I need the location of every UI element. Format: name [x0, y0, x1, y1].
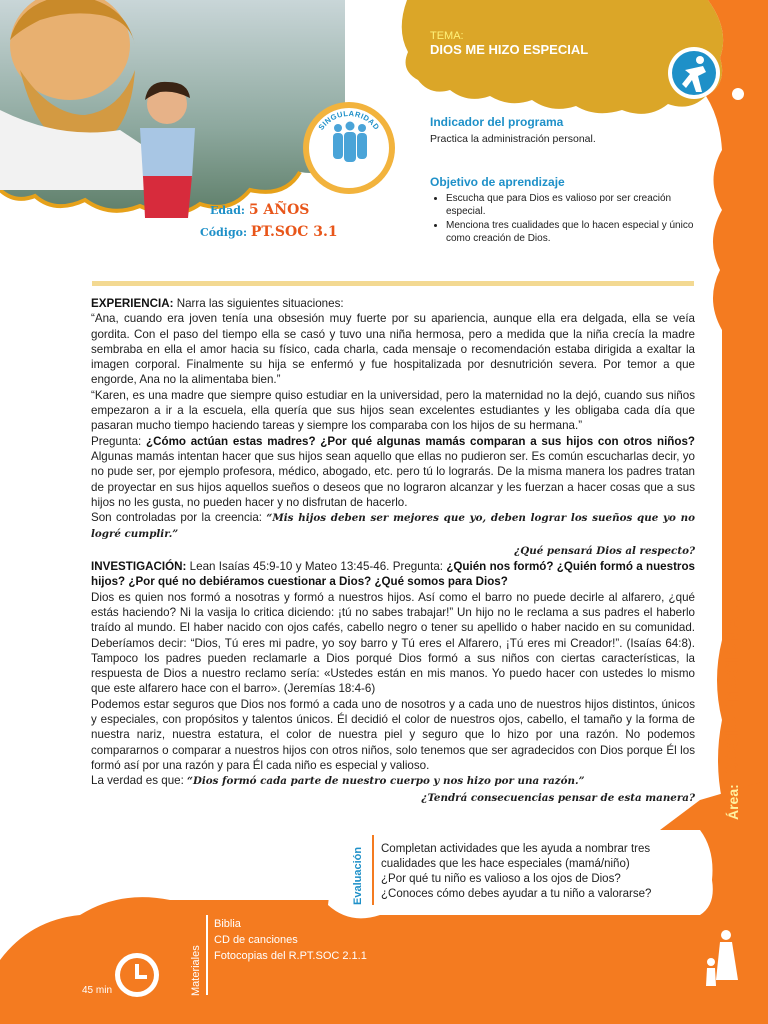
evaluation-text — [381, 842, 681, 902]
area-label: Área: — [725, 784, 741, 820]
duration-text: 45 min — [82, 985, 113, 996]
evaluation-line: ¿Conoces cómo debes ayudar a tu niño a valorarse? — [381, 888, 652, 900]
final-question-text: ¿Tendrá consecuencias pensar de esta manera? — [421, 791, 695, 804]
singularity-badge — [303, 102, 395, 194]
tema-label: TEMA: — [430, 30, 464, 42]
investigation-text: Lean Isaías 45:9-10 y Mateo 13:45-46. Pregunta: — [186, 560, 447, 574]
belief-quote: “Mis hijos deben ser mejores que yo, deben lograr los sueños que yo no logré cumplir.” — [91, 512, 695, 541]
child-illustration — [140, 82, 195, 218]
investigation-questions: ¿Quién nos formó? ¿Quién formó a nuestros hijos? ¿Por qué no debiéramos cuestionar a Dios? ¿Qué somos para Dios? — [91, 560, 695, 589]
evaluation-label: Evaluación — [352, 846, 364, 905]
question-answer: Algunas mamás intentan hacer que sus hijos sean aquello que ellas no pudieron ser. Es común escucharlas decir, yo no pude ser, por ejemplo profesora, médico, abogado, etc. pero tú lo lograrás. De la misma manera los padres tratan de proyectar en sus hijos aquellos sueños o deseos que no lograron alcanzar y les fuerzan a hacer cosas que a sus hijos no les gusta, no pueden hacer y no disfrutan de hacerlo. — [91, 449, 695, 509]
area-value: SOCIOEMOCIONAL — [722, 606, 742, 775]
evaluation-divider — [372, 835, 374, 905]
investigation-label: INVESTIGACIÓN: — [91, 560, 187, 574]
code-label: Código: — [200, 226, 248, 239]
story-karen: “Karen, es una madre que siempre quiso estudiar en la universidad, pero la maternidad no la dejó, cuando sus niños empezaron a ir a la escuela, ella quería que sus hijos sean excelentes estudiantes y les obligaba cada día que pasaran mucho tiempo haciendo tareas y siempre los comparaba con los hijos de su hermana.” — [91, 388, 695, 433]
separator-line — [92, 281, 694, 286]
belief-line — [91, 510, 695, 543]
materials-divider — [206, 915, 208, 995]
experience-intro-text: Narra las siguientes situaciones: — [173, 297, 344, 310]
objective-heading: Objetivo de aprendizaje — [430, 175, 565, 189]
page-title: DIOS ME HIZO ESPECIAL — [430, 42, 589, 57]
evaluation-line: Completan actividades que les ayuda a nombrar tres cualidades que les hace especiales (mamá/niño) — [381, 843, 651, 870]
badge-text: SINGULARIDAD — [316, 108, 382, 132]
god-question-text: ¿Qué pensará Dios al respecto? — [514, 544, 695, 557]
material-item: Fotocopias del R.PT.SOC 2.1.1 — [214, 950, 367, 962]
lesson-body — [91, 296, 695, 806]
objective-item: • Menciona tres cualidades que lo hacen especial y único como creación de Dios. — [446, 219, 696, 245]
indicator-text: Practica la administración personal. — [430, 133, 596, 145]
age-label: Edad: — [210, 204, 245, 217]
truth-label: La verdad es que: — [91, 774, 188, 788]
code-row — [200, 224, 338, 240]
material-item: CD de canciones — [214, 934, 298, 946]
belief-label: Son controladas por la creencia: — [91, 511, 267, 525]
story-ana: “Ana, cuando era joven tenía una obsesión muy fuerte por su apariencia, aunque ella era delgada, ella se veía gordita. Con el paso del tiempo ella se casó y tuvo una niña hermosa, pero a medida que la niña crecía la madre sembraba en ella el amor hacia su físico, cada charla, cada mensaje o recomendación estaba dirigida a exaltar la imagen corporal. Finalmente su hija se enfermó y fue hospitalizada por desnutrición severa. Por temor a que engorde, Ana no la alimentaba bien.” — [91, 312, 695, 387]
materials-label: Materiales — [190, 945, 202, 996]
age-row — [210, 202, 309, 218]
truth-quote: “Dios formó cada parte de nuestro cuerpo y nos hizo por una razón.” — [187, 775, 585, 788]
evaluation-line: ¿Por qué tu niño es valioso a los ojos de Dios? — [381, 873, 621, 885]
question-label: Pregunta: — [91, 434, 147, 448]
question-text: ¿Cómo actúan estas madres? ¿Por qué algunas mamás comparan a sus hijos con otros niños? — [146, 434, 695, 448]
paragraph-potter: Dios es quien nos formó a nosotras y formó a nuestros hijos. Así como el barro no puede decirle al alfarero, ¿qué estás haciendo? Ni la vasija lo critica diciendo: ¡tú no sabes trabajar!” Un hijo no le reclama a sus padres el haberlo traído al mundo. El haber nacido con ojos cafés, cabello negro o tener su apellido o haber nacido en su comunidad. Deberíamos decir: “Dios, Tú eres mi padre, yo soy barro y Tú eres el Alfarero, ¡Tú eres mi Creador!”. (Isaías 64:8). Tampoco los padres pueden reclamarle a Dios porqué Dios formó a sus niños con ciertas características, la respuesta de Dios a nuestro reclamo sería: «Ustedes están en mis manos. Yo puedo hacer con ustedes lo mismo que este alfarero hace con el barro». (Jeremías 18:4-6) — [91, 590, 695, 696]
final-question — [91, 790, 695, 806]
material-item: Biblia — [214, 918, 241, 930]
question-paragraph — [91, 434, 695, 510]
investigation-intro — [91, 559, 695, 590]
materials-list — [214, 916, 367, 964]
paragraph-unique: Podemos estar seguros que Dios nos formó a cada uno de nosotros y a cada uno de nuestros hijos distintos, únicos y especiales, con propósitos y talentos únicos. Él decidió el color de nuestros ojos, cabello, el tamaño y la forma de nuestra nariz, nuestra estatura, el color de nuestra piel y seguro que lo hizo por una razón. No podemos compararnos o comparar a nuestros hijos con otros niños, solo tenemos que ser agradecidos con Dios porque Él los formó así por una razón y para Él cada niño es especial y valioso. — [91, 697, 695, 772]
objective-item: • Escucha que para Dios es valioso por ser creación especial. — [446, 192, 696, 218]
svg-text:SINGULARIDAD — [317, 109, 382, 132]
objective-list — [432, 192, 696, 246]
area-vertical-label — [722, 606, 743, 820]
experience-intro — [91, 296, 695, 311]
god-question — [91, 543, 695, 559]
truth-line — [91, 773, 695, 789]
dot-decoration — [732, 88, 744, 100]
age-value: 5 AÑOS — [248, 202, 310, 218]
code-value: PT.SOC 3.1 — [250, 224, 338, 240]
experience-label: EXPERIENCIA: — [91, 297, 174, 310]
indicator-heading: Indicador del programa — [430, 115, 564, 129]
